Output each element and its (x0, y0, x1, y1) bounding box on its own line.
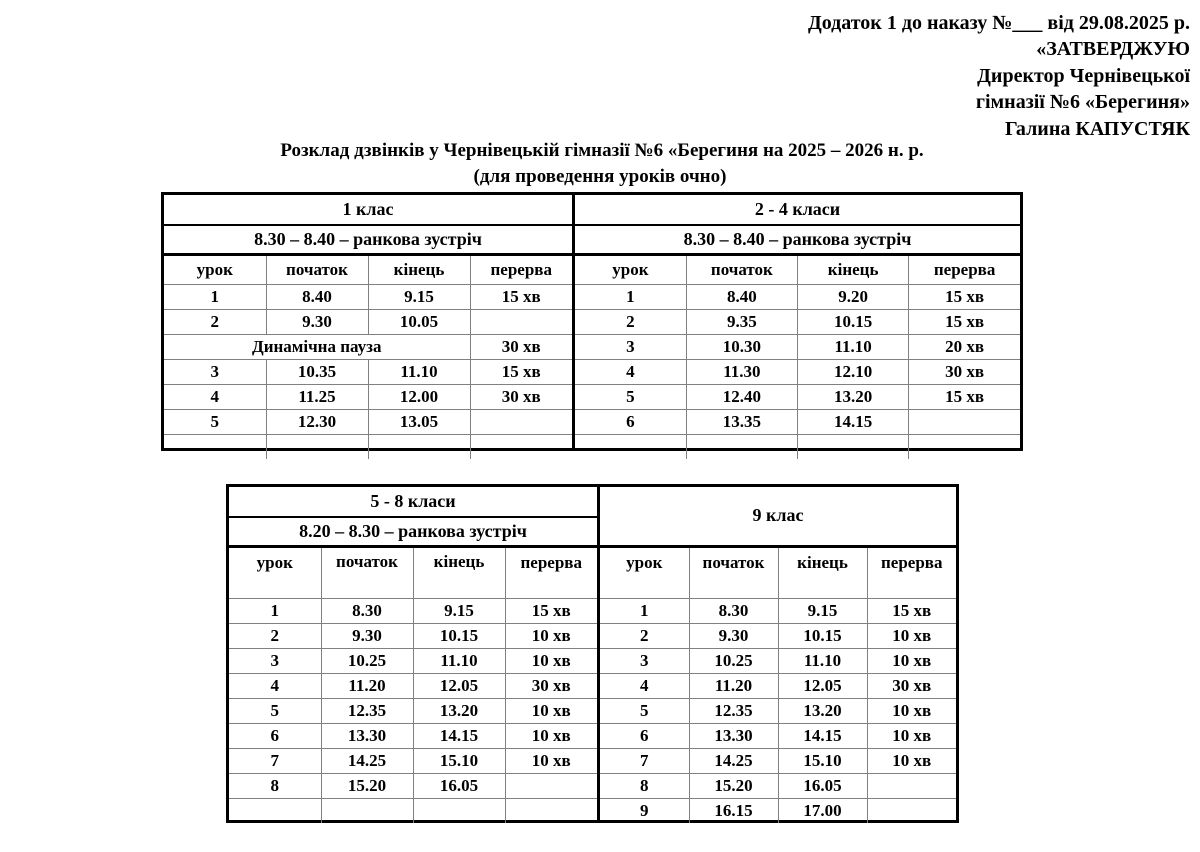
col-header-start: початок (266, 254, 368, 284)
cell-break: 30 хв (909, 359, 1020, 384)
col-header-start: початок (689, 546, 778, 598)
cell-break: 15 хв (867, 598, 956, 623)
schedule-table-grade-1 (164, 195, 572, 459)
cell-start: 9.35 (686, 309, 797, 334)
col-header-break: перерва (505, 546, 597, 598)
cell-start (321, 798, 413, 823)
column-header-row (575, 254, 1020, 284)
cell-start (686, 434, 797, 459)
cell-start: 8.30 (321, 598, 413, 623)
table-row (600, 748, 956, 773)
table-row (164, 309, 572, 334)
pane-title-grade-1: 1 клас (164, 195, 572, 225)
cell-start: 11.20 (689, 673, 778, 698)
table-row (600, 698, 956, 723)
cell-end: 9.15 (778, 598, 867, 623)
cell-lesson: 5 (164, 409, 266, 434)
cell-start: 10.25 (321, 648, 413, 673)
cell-start: 11.20 (321, 673, 413, 698)
cell-dynamic-pause-label: Динамічна пауза (164, 334, 470, 359)
cell-lesson: 5 (600, 698, 689, 723)
cell-lesson: 6 (229, 723, 321, 748)
cell-end: 15.10 (778, 748, 867, 773)
cell-break: 15 хв (909, 309, 1020, 334)
cell-end: 13.20 (798, 384, 909, 409)
table-row (229, 723, 597, 748)
cell-start (266, 434, 368, 459)
cell-lesson: 3 (575, 334, 686, 359)
cell-end (368, 434, 470, 459)
table-row (600, 648, 956, 673)
cell-lesson: 4 (600, 673, 689, 698)
table-row (229, 773, 597, 798)
morning-meeting-row (164, 225, 572, 254)
cell-end: 10.15 (798, 309, 909, 334)
table-row-empty (575, 434, 1020, 459)
cell-lesson: 7 (600, 748, 689, 773)
table-row (575, 409, 1020, 434)
col-header-start: початок (686, 254, 797, 284)
morning-meeting-grades-5-8: 8.20 – 8.30 – ранкова зустріч (229, 517, 597, 546)
page-title-subtitle: (для проведення уроків очно) (473, 165, 727, 187)
col-header-lesson: урок (575, 254, 686, 284)
cell-end: 9.15 (368, 284, 470, 309)
col-header-lesson: урок (229, 546, 321, 598)
cell-lesson: 1 (164, 284, 266, 309)
cell-start: 12.40 (686, 384, 797, 409)
table-row (575, 359, 1020, 384)
cell-lesson: 5 (229, 698, 321, 723)
col-header-end: кінець (778, 546, 867, 598)
table-row (575, 334, 1020, 359)
cell-break: 30 хв (505, 673, 597, 698)
cell-end: 9.20 (798, 284, 909, 309)
cell-lesson: 3 (600, 648, 689, 673)
cell-start: 12.35 (689, 698, 778, 723)
cell-end: 15.10 (413, 748, 505, 773)
table-row (600, 798, 956, 823)
cell-break (470, 309, 572, 334)
schedule-table-grade-9 (600, 487, 956, 823)
table-row (600, 598, 956, 623)
cell-end: 11.10 (778, 648, 867, 673)
cell-end: 9.15 (413, 598, 505, 623)
cell-end: 17.00 (778, 798, 867, 823)
cell-start: 8.30 (689, 598, 778, 623)
header-line-director: Директор Чернівецької (977, 64, 1190, 87)
morning-meeting-grades-2-4: 8.30 – 8.40 – ранкова зустріч (575, 225, 1020, 254)
cell-lesson: 8 (600, 773, 689, 798)
cell-break: 10 хв (867, 623, 956, 648)
pane-title-grades-5-8: 5 - 8 класи (229, 487, 597, 517)
cell-start: 15.20 (321, 773, 413, 798)
cell-start: 11.30 (686, 359, 797, 384)
cell-break (867, 773, 956, 798)
column-header-row (229, 546, 597, 598)
cell-start: 12.35 (321, 698, 413, 723)
cell-lesson: 3 (229, 648, 321, 673)
cell-start: 14.25 (321, 748, 413, 773)
table-row (600, 773, 956, 798)
cell-end: 14.15 (413, 723, 505, 748)
cell-start: 11.25 (266, 384, 368, 409)
col-header-end: кінець (413, 546, 505, 598)
header-line-school: гімназії №6 «Берегиня» (975, 91, 1190, 114)
table-row (164, 384, 572, 409)
cell-break: 10 хв (505, 748, 597, 773)
schedule-block-secondary (226, 484, 959, 823)
col-header-lesson: урок (164, 254, 266, 284)
col-header-break: перерва (867, 546, 956, 598)
header-line-name: Галина КАПУСТЯК (1004, 117, 1190, 140)
cell-start: 10.30 (686, 334, 797, 359)
table-row (600, 623, 956, 648)
table-row (575, 384, 1020, 409)
table-row (164, 359, 572, 384)
cell-lesson: 4 (575, 359, 686, 384)
page-title-line1: Розклад дзвінків у Чернівецькій гімназії №6 «Берегиня на 2025 – 2026 н. р. (280, 140, 924, 161)
column-header-row (600, 546, 956, 598)
cell-lesson: 8 (229, 773, 321, 798)
cell-start: 9.30 (321, 623, 413, 648)
header-line-order: Додаток 1 до наказу №___ від 29.08.2025 р. (807, 12, 1190, 34)
cell-end: 13.05 (368, 409, 470, 434)
table-row (600, 673, 956, 698)
cell-end: 16.05 (413, 773, 505, 798)
cell-end: 11.10 (368, 359, 470, 384)
cell-break: 10 хв (867, 698, 956, 723)
table-row (229, 748, 597, 773)
cell-start: 13.30 (689, 723, 778, 748)
cell-break (867, 798, 956, 823)
cell-end: 14.15 (798, 409, 909, 434)
table-row (229, 623, 597, 648)
cell-break: 15 хв (909, 284, 1020, 309)
cell-break: 15 хв (909, 384, 1020, 409)
table-row (229, 673, 597, 698)
cell-start: 9.30 (689, 623, 778, 648)
cell-start: 8.40 (266, 284, 368, 309)
cell-end: 11.10 (798, 334, 909, 359)
col-header-break: перерва (909, 254, 1020, 284)
table-row (600, 723, 956, 748)
cell-lesson: 1 (575, 284, 686, 309)
pane-title-row (164, 195, 572, 225)
cell-start: 10.25 (689, 648, 778, 673)
table-row-empty (229, 798, 597, 823)
cell-break: 20 хв (909, 334, 1020, 359)
cell-break: 30 хв (867, 673, 956, 698)
cell-break: 10 хв (867, 648, 956, 673)
page-title (0, 138, 1200, 189)
cell-break: 10 хв (505, 698, 597, 723)
cell-lesson: 6 (575, 409, 686, 434)
cell-lesson: 4 (229, 673, 321, 698)
cell-break: 10 хв (505, 623, 597, 648)
cell-break: 10 хв (867, 748, 956, 773)
cell-lesson: 4 (164, 384, 266, 409)
cell-break (505, 773, 597, 798)
cell-end: 16.05 (778, 773, 867, 798)
cell-lesson: 7 (229, 748, 321, 773)
pane-title-row (575, 195, 1020, 225)
morning-meeting-row (229, 517, 597, 546)
cell-start: 13.35 (686, 409, 797, 434)
cell-break (505, 798, 597, 823)
schedule-pane-grade-9 (600, 487, 956, 820)
pane-title-grades-2-4: 2 - 4 класи (575, 195, 1020, 225)
cell-end: 10.15 (778, 623, 867, 648)
schedule-pane-grades-2-4 (575, 195, 1020, 448)
column-header-row (164, 254, 572, 284)
cell-end (798, 434, 909, 459)
cell-start: 8.40 (686, 284, 797, 309)
cell-end: 13.20 (778, 698, 867, 723)
col-header-end: кінець (798, 254, 909, 284)
cell-end: 14.15 (778, 723, 867, 748)
col-header-lesson: урок (600, 546, 689, 598)
pane-title-row (600, 487, 956, 546)
cell-end: 12.00 (368, 384, 470, 409)
table-row-dynamic-pause (164, 334, 572, 359)
cell-break (909, 409, 1020, 434)
cell-lesson (164, 434, 266, 459)
pane-title-grade-9: 9 клас (600, 487, 956, 546)
morning-meeting-row (575, 225, 1020, 254)
morning-meeting-grade-1: 8.30 – 8.40 – ранкова зустріч (164, 225, 572, 254)
cell-break: 15 хв (470, 284, 572, 309)
cell-start: 16.15 (689, 798, 778, 823)
cell-break (470, 434, 572, 459)
cell-lesson: 2 (575, 309, 686, 334)
cell-end (413, 798, 505, 823)
cell-end: 12.05 (778, 673, 867, 698)
cell-break: 10 хв (867, 723, 956, 748)
cell-start: 13.30 (321, 723, 413, 748)
cell-break: 15 хв (505, 598, 597, 623)
table-row (164, 284, 572, 309)
cell-start: 10.35 (266, 359, 368, 384)
cell-lesson: 1 (600, 598, 689, 623)
schedule-block-primary (161, 192, 1023, 451)
table-row-empty (164, 434, 572, 459)
header-line-approve: «ЗАТВЕРДЖУЮ (1036, 38, 1190, 61)
cell-break: 30 хв (470, 384, 572, 409)
cell-break: 30 хв (470, 334, 572, 359)
cell-end: 10.15 (413, 623, 505, 648)
cell-lesson (575, 434, 686, 459)
cell-lesson: 2 (164, 309, 266, 334)
cell-start: 15.20 (689, 773, 778, 798)
pane-title-row (229, 487, 597, 517)
cell-break: 15 хв (470, 359, 572, 384)
cell-lesson: 5 (575, 384, 686, 409)
cell-start: 12.30 (266, 409, 368, 434)
cell-lesson: 3 (164, 359, 266, 384)
cell-start: 14.25 (689, 748, 778, 773)
schedule-table-grades-5-8 (229, 487, 597, 823)
cell-lesson: 6 (600, 723, 689, 748)
col-header-end: кінець (368, 254, 470, 284)
table-row (229, 648, 597, 673)
table-row (575, 309, 1020, 334)
cell-lesson: 2 (600, 623, 689, 648)
col-header-start: початок (321, 546, 413, 598)
schedule-pane-grade-1 (164, 195, 575, 448)
document-header (570, 10, 1190, 142)
cell-end: 13.20 (413, 698, 505, 723)
cell-end: 10.05 (368, 309, 470, 334)
cell-break: 10 хв (505, 723, 597, 748)
table-row (164, 409, 572, 434)
table-row (229, 598, 597, 623)
cell-break: 10 хв (505, 648, 597, 673)
schedule-table-grades-2-4 (575, 195, 1020, 459)
cell-end: 12.05 (413, 673, 505, 698)
cell-end: 12.10 (798, 359, 909, 384)
cell-break (470, 409, 572, 434)
table-row (575, 284, 1020, 309)
table-row (229, 698, 597, 723)
cell-lesson (229, 798, 321, 823)
col-header-break: перерва (470, 254, 572, 284)
cell-lesson: 1 (229, 598, 321, 623)
cell-break (909, 434, 1020, 459)
cell-end: 11.10 (413, 648, 505, 673)
schedule-pane-grades-5-8 (229, 487, 600, 820)
cell-lesson: 2 (229, 623, 321, 648)
cell-start: 9.30 (266, 309, 368, 334)
cell-lesson: 9 (600, 798, 689, 823)
